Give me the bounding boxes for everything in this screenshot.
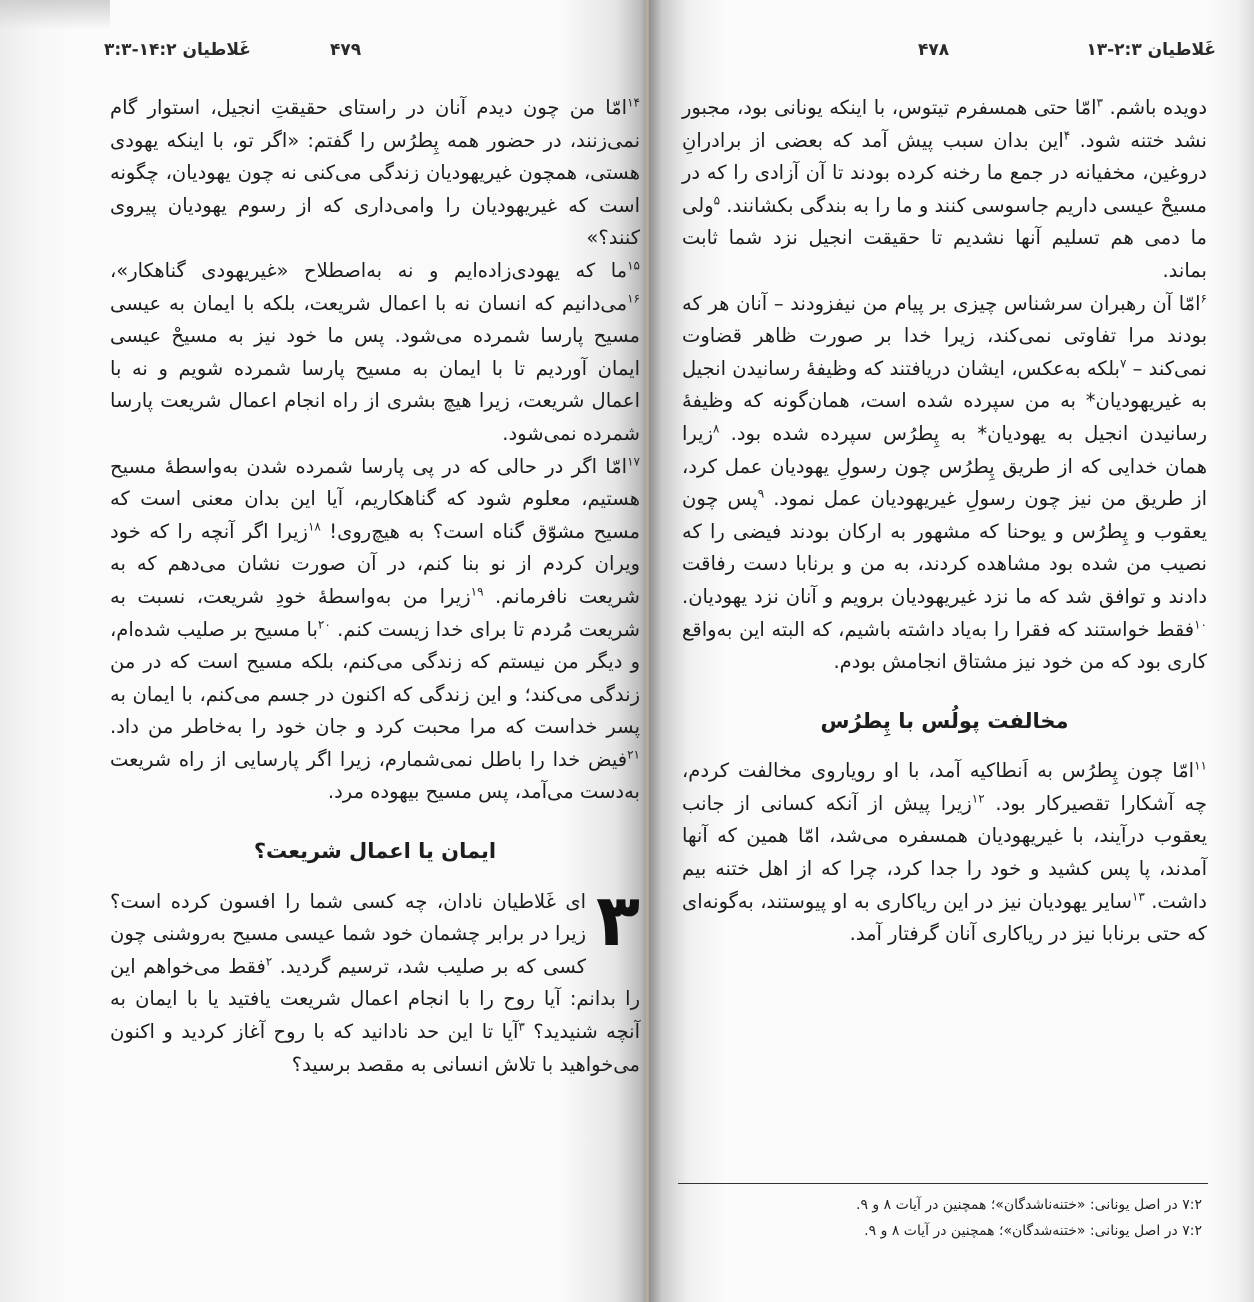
verse-number: ۱۶ (627, 291, 640, 306)
verse-text: ای غَلاطیان نادان، چه کسی شما را افسون کرده است؟ زیرا در برابر چشمان خود شما عیسی مسیح به‌روشنی چون کسی که بر صلیب شد، ترسیم گردید. (110, 889, 587, 978)
left-paragraphs (110, 92, 640, 809)
verse-number: ۴ (1063, 128, 1071, 143)
verse-text: فیض خدا را باطل نمی‌شمارم، زیرا اگر پارسایی از راه شریعت به‌دست می‌آمد، پس مسیح بیهوده مرد. (110, 747, 640, 804)
chapter-3-opening (110, 877, 641, 1082)
paragraph (682, 92, 1207, 288)
verse-text: با مسیح بر صلیب شده‌ام، و دیگر من نیستم که زندگی می‌کنم، بلکه مسیح است که در من زندگی می‌کند؛ و این زندگی که اکنون در جسم می‌کنم، با ایمان به پسر خداست که مرا محبت کرد و جان خود را به‌خاطر من داد. (110, 617, 640, 739)
verse-text: سایر یهودیان نیز در این ریاکاری به او پیوستند، به‌گونه‌ای که حتی برنابا نیز در ریاکاری آنان گرفتار آمد. (682, 889, 1207, 946)
verse-text: امّا اگر در حالی که در پی پارسا شمرده شدن به‌واسطهٔ مسیح هستیم، معلوم شود که گناهکاریم، آیا این بدان معنی است که مسیح مشوّق گناه است؟ به هیچ‌روی! (110, 454, 640, 543)
verse-number: ۱۱ (1194, 758, 1207, 773)
verse-number: ۲۰ (317, 617, 331, 631)
chapter-number: ۳ (596, 877, 640, 962)
verse-number: ۱۰ (1194, 617, 1207, 631)
verse-number: ۸ (713, 421, 720, 436)
verse-number: ۷ (1119, 356, 1127, 371)
footnotes (682, 1192, 1202, 1244)
verse-text: امّا چون پِطرُس به اَنطاکیه آمد، با او رویاروی مخالفت کردم، چه آشکارا تقصیرکار بود. (682, 759, 1207, 815)
verse-number: ۶ (1200, 291, 1207, 306)
verse-text: می‌دانیم که انسان نه با اعمال شریعت، بلکه با ایمان به عیسی مسیح پارسا شمرده می‌شود. پس ما خود نیز به مسیحْ عیسی ایمان آوردیم تا با ایمان به مسیح پارسا شمرده شویم و نه با اعمال شریعت، زیرا هیچ بشری از راه انجام اعمال شریعت پارسا شمرده نمی‌شود. (110, 291, 640, 445)
verse-number: ۹ (757, 486, 765, 501)
paragraph (110, 451, 640, 810)
verse-text: فقط خواستند که فقرا را به‌یاد داشته باشیم، که البته این به‌واقع کاری بود که من خود نیز مشتاق انجامش بودم. (682, 617, 1207, 674)
verse-number: ۱۴ (627, 95, 640, 110)
verse-number: ۱۸ (307, 519, 321, 534)
verse-number: ۱۹ (470, 584, 484, 599)
footnote: ۷:۲ در اصل یونانی: «ختنه‌ناشدگان»؛ همچنین در آیات ۸ و ۹. (856, 1197, 1202, 1213)
verse-number: ۲۱ (627, 747, 640, 762)
paragraph (682, 755, 1207, 951)
left-running-title: غَلاطیان ۱۴:۲-۳:۳ (104, 40, 251, 60)
verse-text: زیرا من به‌واسطهٔ خودِ شریعت، نسبت به شریعت مُردم تا برای خدا زیست کنم. (110, 584, 640, 641)
verse-text: زیرا همان خدایی که از طریق پِطرُس چون رسولِ یهودیان عمل کرد، از طریق من نیز چون رسولِ غیریهودیان عمل نمود. (682, 421, 1208, 511)
left-text-column (110, 92, 640, 1081)
verse-text: دویده باشم. (1102, 96, 1207, 119)
verse-text: ولی ما دمی هم تسلیم آنها نشدیم تا حقیقت انجیل نزد شما ثابت بماند. (682, 193, 1207, 282)
verse-text: بلکه به‌عکس، ایشان دریافتند که وظیفهٔ رسانیدن انجیل به غیریهودیان* به من سپرده شده است، همان‌گونه که وظیفهٔ رسانیدن انجیل به یهودیان* به پِطرُس سپرده شده بود. (682, 356, 1207, 445)
chapter-3-verses (110, 877, 641, 1076)
verse-number: ۱۳ (1131, 889, 1145, 904)
verse-text: پس چون یعقوب و پِطرُس و یوحنا که مشهور به ارکان بودند فیضی را که نصیب من شده بود مشاهده کردند، به من و برنابا دست رفاقت دادند و توافق شد که ما نزد غیریهودیان برویم و آنان نزد یهودیان. (682, 487, 1207, 608)
right-text-column (682, 92, 1207, 951)
verse-text: ما که یهودی‌زاده‌ایم و نه به‌اصطلاح «غیریهودی گناهکار»، (110, 258, 628, 282)
section-heading-paul-opposes-peter: مخالفت پولُس با پِطرُس (820, 708, 1069, 733)
verse-text: زیرا پیش از آنکه کسانی از جانب یعقوب درآیند، با غیریهودیان همسفره می‌شد، امّا همین که آنها آمدند، پا پس کشید و خود را جدا کرد، چرا که از اهل ختنه بیم داشت. (682, 791, 1207, 913)
verse-number: ۳ (1096, 95, 1103, 110)
verse-number: ۲ (265, 954, 273, 969)
paragraph (682, 288, 1207, 679)
book-gutter (646, 0, 649, 1302)
verse-number: ۳ (518, 1019, 525, 1034)
verse-number: ۱۵ (627, 258, 640, 273)
verse-text: امّا حتی همسفرم تیتوس، با اینکه یونانی بود، مجبور نشد ختنه شود. (682, 96, 1207, 152)
section-heading-faith-or-law: ایمان یا اعمال شریعت؟ (253, 839, 497, 864)
right-paragraphs (682, 92, 1207, 679)
footnote-divider (678, 1183, 1208, 1184)
verse-number: ۵ (713, 193, 721, 208)
right-page-number: ۴۷۸ (918, 40, 950, 60)
verse-text: زیرا اگر آنچه را که خود ویران کردم از نو بنا کنم، در آن صورت نشان می‌دهم که به شریعت نافرمانم. (110, 519, 640, 608)
verse-number: ۱۷ (627, 454, 640, 469)
verse-text: آیا تا این حد نادانید که با روح آغاز کردید و اکنون می‌خواهید با تلاش انسانی به مقصد برسید؟ (110, 1020, 640, 1076)
verse-text: امّا من چون دیدم آنان در راستای حقیقتِ انجیل، استوار گام نمی‌زنند، در حضور همه پِطرُس را گفتم: «اگر تو، با اینکه یهودی هستی، همچون غیریهودیان زندگی می‌کنی نه چون یهودیان، چگونه است که غیریهودیان را وامی‌داری که از رسوم یهودیان پیروی کنند؟» (110, 96, 640, 250)
left-page-number: ۴۷۹ (330, 40, 362, 60)
verse-text: امّا آن رهبران سرشناس چیزی بر پیام من نیفزودند – آنان هر که بودند مرا تفاوتی نمی‌کند، زیرا خدا بر صورت ظاهر قضاوت نمی‌کند – (682, 291, 1207, 380)
right-paragraphs-after-heading (682, 755, 1207, 951)
verse-text: فقط می‌خواهم این را بدانم: آیا روح را با انجام اعمال شریعت یافتید یا با ایمان به آنچه شنیدید؟ (110, 954, 641, 1044)
verse-text: این بدان سبب پیش آمد که بعضی از برادرانِ دروغین، مخفیانه در جمع ما رخنه کرده بودند تا آن آزادی را که در مسیحْ عیسی داریم جاسوسی کنند و ما را به بندگی بکشانند. (682, 128, 1207, 217)
verse-number: ۱۲ (971, 791, 985, 806)
footnote: ۷:۲ در اصل یونانی: «ختنه‌شدگان»؛ همچنین در آیات ۸ و ۹. (864, 1223, 1202, 1239)
page-shadow (0, 0, 110, 30)
right-running-title: غَلاطیان ۲:۳-۱۳ (1086, 40, 1216, 60)
paragraph (110, 255, 640, 451)
paragraph (110, 92, 640, 255)
